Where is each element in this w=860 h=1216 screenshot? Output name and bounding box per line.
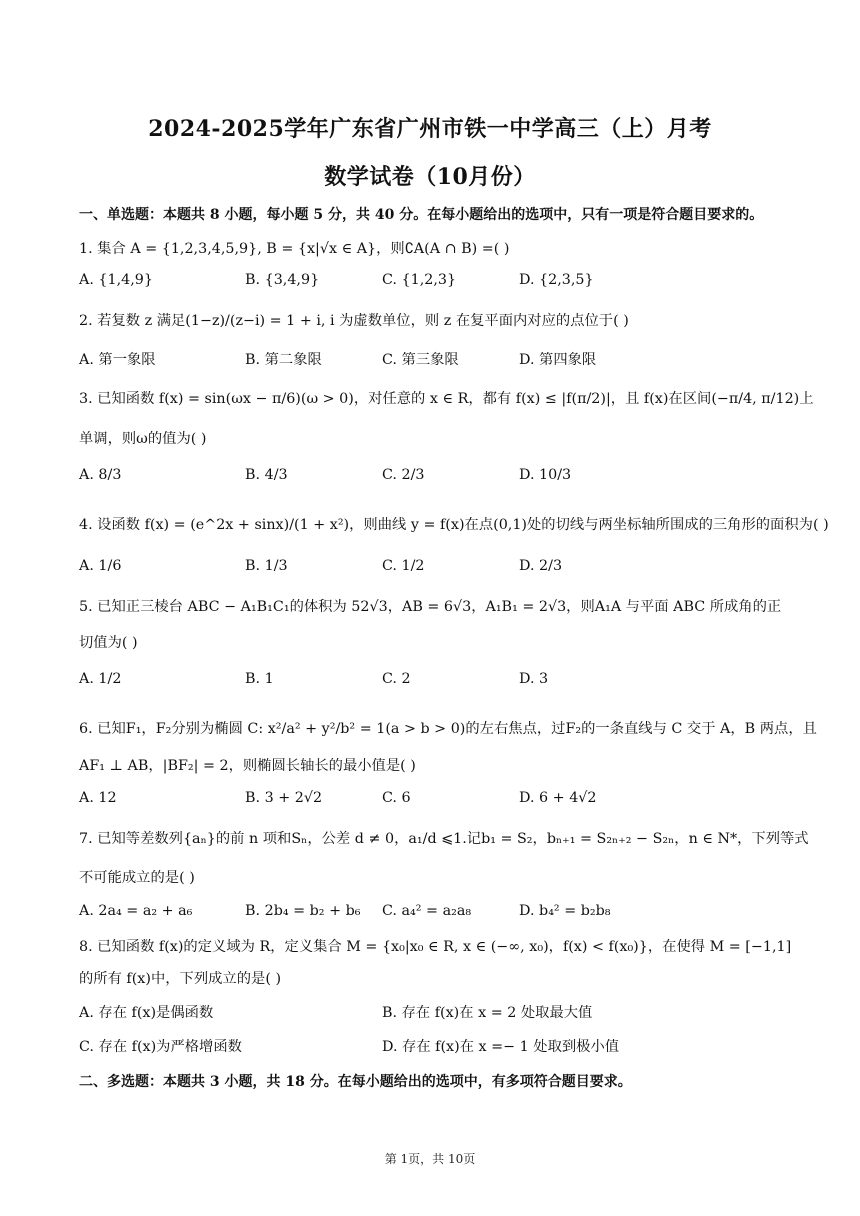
- question-5-stem-line1: 5. 已知正三棱台 ABC − A₁B₁C₁的体积为 52√3，AB = 6√3，A₁B₁ = 2√3，则A₁A 与平面 ABC 所成角的正: [79, 599, 782, 615]
- question-6-option-b: B. 3 + 2√2: [245, 790, 323, 806]
- question-4-stem: 4. 设函数 f(x) = (e^2x + sinx)/(1 + x²)，则曲线 y = f(x)在点(0,1)处的切线与两坐标轴所围成的三角形的面积为( ): [79, 517, 829, 533]
- question-1-option-d: D. {2,3,5}: [519, 272, 594, 288]
- page-footer: 第 1页，共 10页: [384, 1152, 476, 1166]
- question-8-stem-line2: 的所有 f(x)中，下列成立的是( ): [79, 971, 282, 987]
- question-6-stem-line1: 6. 已知F₁，F₂分别为椭圆 C: x²/a² + y²/b² = 1(a > b > 0)的左右焦点，过F₂的一条直线与 C 交于 A，B 两点，且: [79, 721, 817, 737]
- question-8-option-a: A. 存在 f(x)是偶函数: [79, 1005, 214, 1021]
- question-6-option-c: C. 6: [382, 790, 411, 806]
- question-8-option-d: D. 存在 f(x)在 x =− 1 处取到极小值: [382, 1039, 620, 1055]
- question-2-option-d: D. 第四象限: [519, 352, 597, 368]
- question-3-option-c: C. 2/3: [382, 467, 425, 483]
- question-8-option-c: C. 存在 f(x)为严格增函数: [79, 1039, 242, 1055]
- question-4-option-b: B. 1/3: [245, 558, 288, 574]
- section-heading-single-choice: 一、单选题：本题共 8 小题，每小题 5 分，共 40 分。在每小题给出的选项中，只有一项是符合题目要求的。: [79, 207, 764, 223]
- question-8-option-b: B. 存在 f(x)在 x = 2 处取最大值: [382, 1005, 593, 1021]
- question-3-stem-line1: 3. 已知函数 f(x) = sin(ωx − π/6)(ω > 0)，对任意的 x ∈ R，都有 f(x) ≤ |f(π/2)|，且 f(x)在区间(−π/4, π/12)上: [79, 391, 814, 407]
- question-6-stem-line2: AF₁ ⊥ AB，|BF₂| = 2，则椭圆长轴长的最小值是( ): [79, 758, 416, 774]
- question-2-option-b: B. 第二象限: [245, 352, 322, 368]
- question-2-option-a: A. 第一象限: [79, 352, 156, 368]
- question-4-option-d: D. 2/3: [519, 558, 563, 574]
- question-7-option-c: C. a₄² = a₂a₈: [382, 903, 472, 919]
- question-8-stem-line1: 8. 已知函数 f(x)的定义域为 R，定义集合 M = {x₀|x₀ ∈ R, x ∈ (−∞, x₀)，f(x) < f(x₀)}，在使得 M = [−1,1]: [79, 939, 792, 955]
- question-1-option-c: C. {1,2,3}: [382, 272, 457, 288]
- question-3-stem-line2: 单调，则ω的值为( ): [79, 431, 207, 447]
- question-6-option-a: A. 12: [79, 790, 117, 806]
- question-7-option-a: A. 2a₄ = a₂ + a₆: [79, 903, 193, 919]
- question-3-option-d: D. 10/3: [519, 467, 572, 483]
- question-7-option-b: B. 2b₄ = b₂ + b₆: [245, 903, 361, 919]
- question-5-option-c: C. 2: [382, 671, 411, 687]
- question-1-option-a: A. {1,4,9}: [79, 272, 153, 288]
- question-5-option-b: B. 1: [245, 671, 274, 687]
- question-1-option-b: B. {3,4,9}: [245, 272, 320, 288]
- question-4-option-a: A. 1/6: [79, 558, 122, 574]
- question-3-option-a: A. 8/3: [79, 467, 122, 483]
- question-5-stem-line2: 切值为( ): [79, 635, 138, 651]
- question-3-option-b: B. 4/3: [245, 467, 288, 483]
- question-7-stem-line2: 不可能成立的是( ): [79, 870, 195, 886]
- question-2-stem: 2. 若复数 z 满足(1−z)/(z−i) = 1 + i, i 为虚数单位，则 z 在复平面内对应的点位于( ): [79, 313, 629, 329]
- question-7-option-d: D. b₄² = b₂b₈: [519, 903, 611, 919]
- exam-title-line2: 数学试卷（10月份）: [324, 164, 536, 190]
- exam-title-line1: 2024-2025学年广东省广州市铁一中学高三（上）月考: [148, 116, 712, 142]
- question-1-stem: 1. 集合 A = {1,2,3,4,5,9}, B = {x|√x ∈ A}，则∁A(A ∩ B) =( ): [79, 241, 510, 257]
- question-7-stem-line1: 7. 已知等差数列{aₙ}的前 n 项和Sₙ，公差 d ≠ 0，a₁/d ⩽1.记b₁ = S₂，bₙ₊₁ = S₂ₙ₊₂ − S₂ₙ，n ∈ N*，下列等式: [79, 831, 809, 847]
- question-5-option-a: A. 1/2: [79, 671, 122, 687]
- section-heading-multiple-choice: 二、多选题：本题共 3 小题，共 18 分。在每小题给出的选项中，有多项符合题目要求。: [79, 1074, 632, 1090]
- question-2-option-c: C. 第三象限: [382, 352, 459, 368]
- question-6-option-d: D. 6 + 4√2: [519, 790, 597, 806]
- question-5-option-d: D. 3: [519, 671, 549, 687]
- question-4-option-c: C. 1/2: [382, 558, 425, 574]
